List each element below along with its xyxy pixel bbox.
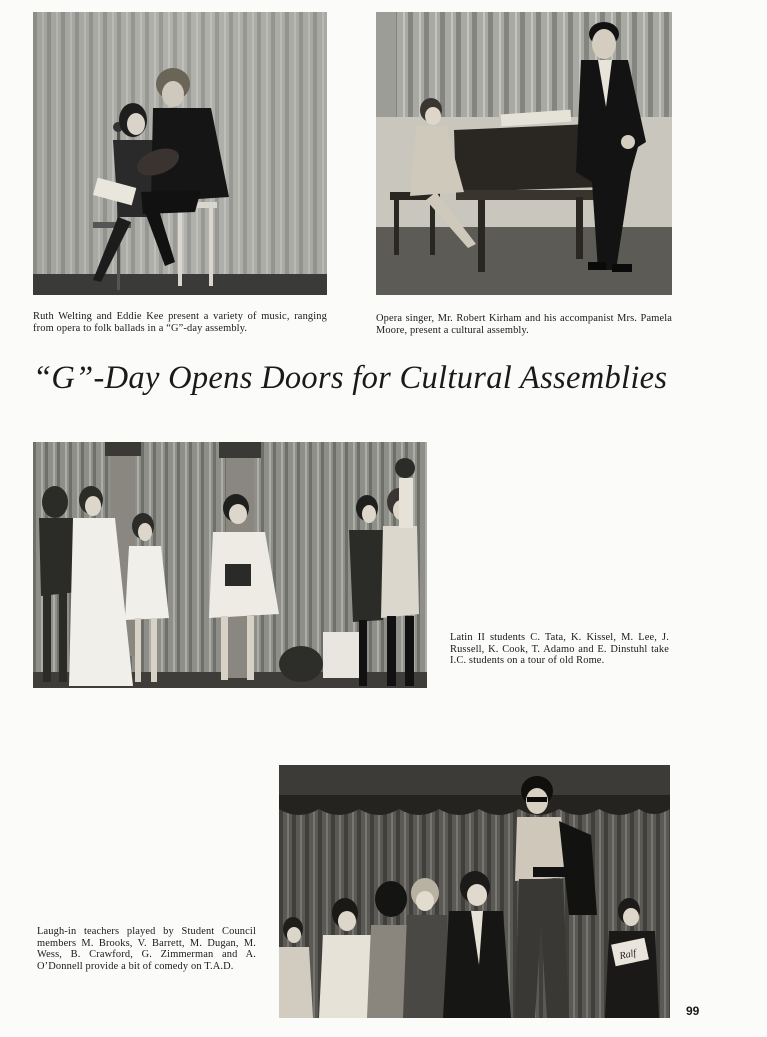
photo-opera-singer (376, 12, 672, 295)
page-number: 99 (686, 1004, 700, 1018)
photo-laugh-in-teachers (279, 765, 670, 1018)
sign-label: Ralf (618, 947, 638, 963)
caption-opera-singer: Opera singer, Mr. Robert Kirham and his accompanist Mrs. Pamela Moore, present a cultural assembly. (376, 313, 672, 336)
caption-latin-students: Latin II students C. Tata, K. Kissel, M. Lee, J. Russell, K. Cook, T. Adamo and E. Dinstuhl take I.C. students on a tour of old Rome. (450, 632, 669, 667)
page-title: “G”-Day Opens Doors for Cultural Assemblies (33, 360, 668, 396)
caption-folk-duo: Ruth Welting and Eddie Kee present a variety of music, ranging from opera to folk ballads in a “G”-day assembly. (33, 311, 327, 334)
caption-laugh-in-teachers: Laugh-in teachers played by Student Council members M. Brooks, V. Barrett, M. Dugan, M. Wess, B. Crawford, G. Zimmerman and A. O’Donnell provide a bit of comedy on T.A.D. (37, 926, 256, 972)
photo-latin-students (33, 442, 427, 688)
photo-folk-duo (33, 12, 327, 295)
